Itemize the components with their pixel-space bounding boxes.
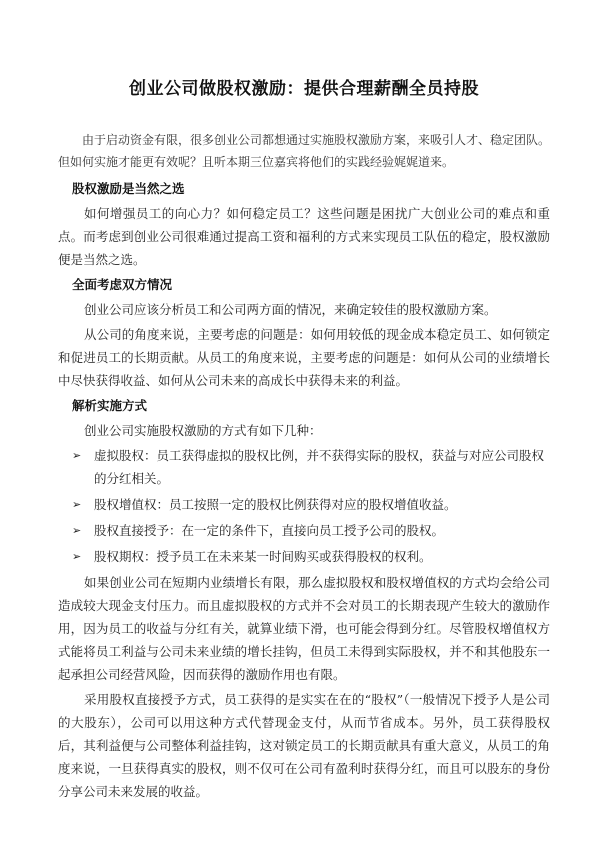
arrow-bullet-icon: ➢ [72,498,82,511]
list-item [58,493,550,516]
list-item [58,545,550,568]
section-2-paragraph-2: 从公司的角度来说，主要考虑的问题是：如何用较低的现金成本稳定员工、如何锁定和促进员工的长期贡献。从员工的角度来说，主要考虑的问题是：如何从公司的业绩增长中尽快获得收益、如何从公司未来的高成长中获得未来的利益。 [58,327,550,388]
intro-paragraph: 由于启动资金有限，很多创业公司都想通过实施股权激励方案，来吸引人才、稳定团队。但如何实施才能更有效呢？且听本期三位嘉宾将他们的实践经验娓娓道来。 [58,133,551,169]
method-list [58,444,550,568]
arrow-bullet-icon: ➢ [72,550,82,563]
section-2-paragraph-1: 创业公司应该分析员工和公司两方面的情况，来确定较佳的股权激励方案。 [84,302,497,317]
list-item [58,444,550,490]
list-item-text: 虚拟股权：员工获得虚拟的股权比例，并不获得实际的股权，获益与对应公司股权的分红相关。 [94,448,545,486]
list-item-text: 股权期权：授予员工在未来某一时间购买或获得股权的权利。 [94,549,432,564]
list-item-text: 股权增值权：员工按照一定的股权比例获得对应的股权增值收益。 [94,497,457,512]
arrow-bullet-icon: ➢ [72,524,82,537]
list-item-text: 股权直接授予：在一定的条件下，直接向员工授予公司的股权。 [94,523,445,538]
section-heading-3: 解析实施方式 [72,398,148,413]
section-3-paragraph-1: 如果创业公司在短期内业绩增长有限，那么虚拟股权和股权增值权的方式均会给公司造成较大现金支付压力。而且虚拟股权的方式并不会对员工的长期表现产生较大的激励作用，因为员工的收益与分红有关，就算业绩下滑，也可能会得到分红。尽管股权增值权方式能将员工利益与公司未来业绩的增长挂钩，但员工未得到实际股权，并不和其他股东一起承担公司经营风险，因而获得的激励作用也有限。 [58,575,550,682]
section-3-paragraph-2: 采用股权直接授予方式，员工获得的是实实在在的“股权”（一般情况下授予人是公司的大股东），公司可以用这种方式代替现金支付，从而节省成本。另外，员工获得股权后，其利益便与公司整体利益挂钩，这对锁定员工的长期贡献具有重大意义，从员工的角度来说，一旦获得真实的股权，则不仅可在公司有盈利时获得分红，而且可以股东的身份分享公司未来发展的收益。 [58,692,550,799]
section-1-paragraph-1: 如何增强员工的向心力？如何稳定员工？这些问题是困扰广大创业公司的难点和重点。而考虑到创业公司很难通过提高工资和福利的方式来实现员工队伍的稳定，股权激励便是当然之选。 [58,206,550,267]
section-heading-2: 全面考虑双方情况 [72,277,173,292]
list-item [58,519,550,542]
section-heading-1: 股权激励是当然之选 [72,181,185,196]
section-3-intro-paragraph: 创业公司实施股权激励的方式有如下几种： [84,423,322,438]
arrow-bullet-icon: ➢ [72,449,82,462]
article-title: 创业公司做股权激励：提供合理薪酬全员持股 [129,79,479,99]
